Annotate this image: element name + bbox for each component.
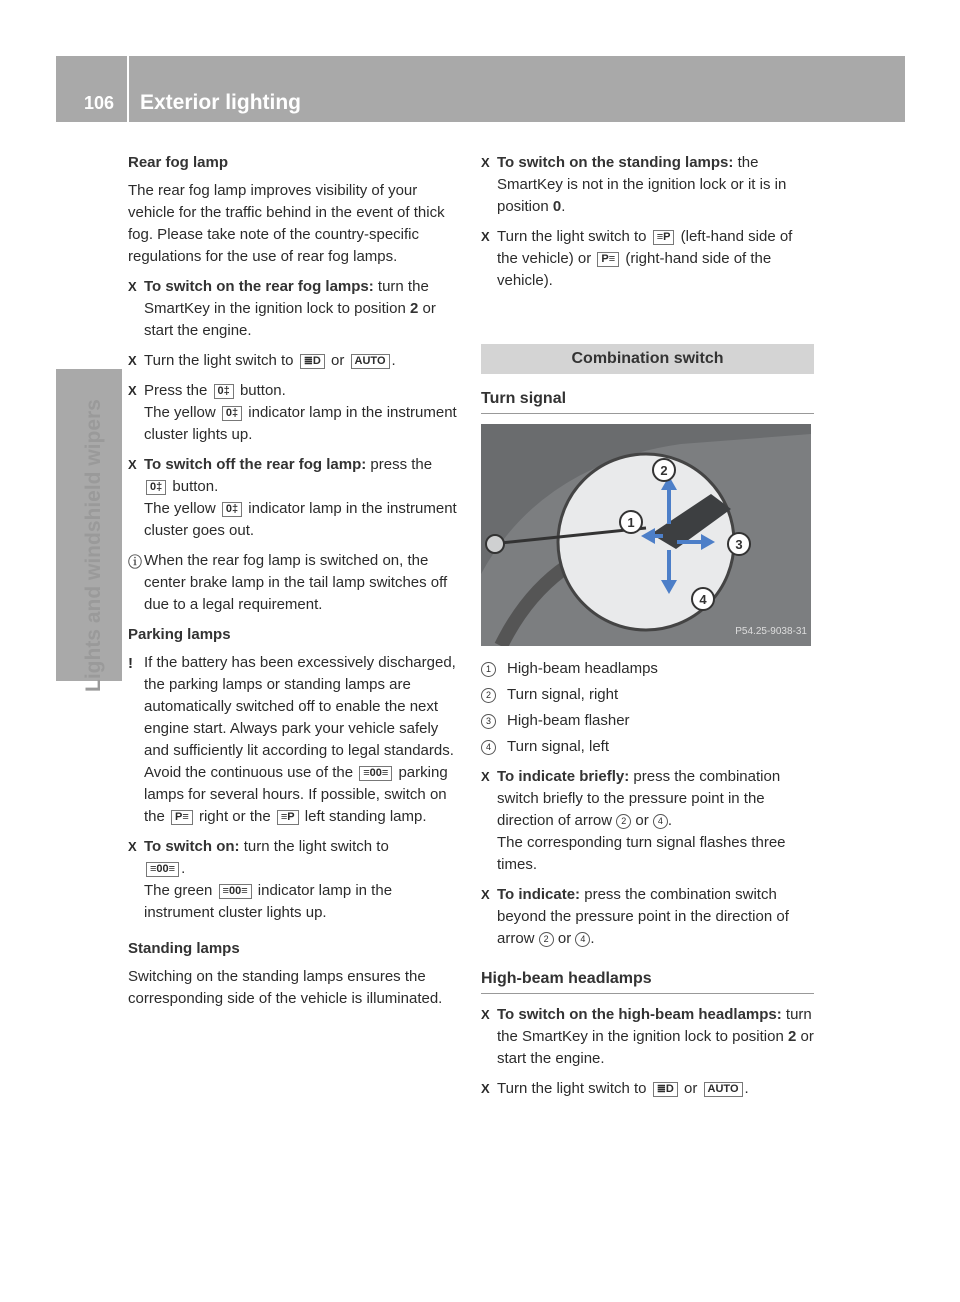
rear-fog-icon: 0‡: [214, 384, 234, 399]
standing-heading: Standing lamps: [128, 940, 240, 957]
arrow-bullet-icon: X: [481, 887, 490, 902]
auto-light-icon: AUTO: [351, 354, 390, 369]
standing-lamp-left-icon: ≡P: [653, 230, 675, 245]
step-press-fog-button: X Press the 0‡ button. The yellow 0‡ indicator lamp in the instrument cluster lights up.: [128, 382, 457, 443]
page-header: [56, 56, 905, 122]
low-beam-icon: ≣D: [653, 1082, 678, 1097]
parking-heading: Parking lamps: [128, 626, 231, 643]
rear-fog-icon: 0‡: [222, 406, 242, 421]
warning-icon: !: [128, 655, 133, 672]
warning-note: ! If the battery has been excessively discharged, the parking lamps or standing lamps are automatically switched off to enable the next engine start. Always park your vehicle safely and sufficiently lit according to legal standards. Avoid the continuous use of the ≡00≡ parking lamps for several hours. If possible, switch on the P≡ right or the ≡P left standing lamp.: [128, 654, 456, 825]
rear-fog-icon: 0‡: [222, 502, 242, 517]
standing-lamp-left-icon: ≡P: [277, 810, 299, 825]
rear-fog-icon: 0‡: [146, 480, 166, 495]
info-icon: ⓘ: [128, 554, 142, 570]
low-beam-icon: ≣D: [300, 354, 325, 369]
rear-fog-intro: The rear fog lamp improves visibility of your vehicle for the traffic behind in the event of thick fog. Please take note of the country-specific regulations for the use of rear fog lamps.: [128, 182, 445, 265]
arrow-bullet-icon: X: [128, 383, 137, 398]
arrow-bullet-icon: X: [128, 839, 137, 854]
callout-2: 2: [660, 463, 668, 478]
combination-switch-band: Combination switch: [481, 344, 814, 374]
section-title: Exterior lighting: [140, 91, 302, 114]
step-high-beam-switch: X Turn the light switch to ≣D or AUTO .: [481, 1078, 814, 1100]
step-indicate-briefly: X To indicate briefly: press the combination switch briefly to the pressure point in the direction of arrow 2 or 4 . The corresponding turn signal flashes three times.: [481, 768, 786, 873]
arrow-bullet-icon: X: [128, 457, 137, 472]
step-rear-fog-on: X To switch on the rear fog lamps: turn the SmartKey in the ignition lock to position 2 or start the engine.: [128, 278, 436, 339]
left-column: [128, 152, 463, 1018]
legend-item: 1 High-beam headlamps: [481, 658, 814, 680]
arrow-bullet-icon: X: [128, 279, 137, 294]
turn-signal-heading: Turn signal: [481, 388, 814, 414]
legend-item: 4 Turn signal, left: [481, 736, 814, 758]
step-light-switch: X Turn the light switch to ≣D or AUTO .: [128, 350, 463, 372]
info-note: ⓘ When the rear fog lamp is switched on, the center brake lamp in the tail lamp switches off due to a legal requirement.: [128, 552, 448, 613]
step-standing-on: X To switch on the standing lamps: the SmartKey is not in the ignition lock or it is in position 0.: [481, 154, 787, 215]
legend-item: 2 Turn signal, right: [481, 684, 814, 706]
step-indicate: X To indicate: press the combination switch beyond the pressure point in the direction of arrow 2 or 4 .: [481, 886, 789, 947]
callout-3: 3: [735, 537, 743, 552]
standing-lamp-right-icon: P≡: [171, 810, 193, 825]
header-divider: [127, 56, 129, 122]
arrow-bullet-icon: X: [481, 1081, 490, 1096]
combination-switch-illustration: [481, 424, 811, 646]
step-rear-fog-off: X To switch off the rear fog lamp: press the 0‡ button. The yellow 0‡ indicator lamp in the instrument cluster goes out.: [128, 456, 457, 539]
page-number: 106: [84, 93, 115, 113]
combination-switch-figure: [481, 424, 811, 646]
parking-lamp-icon: ≡00≡: [219, 884, 252, 899]
callout-1: 1: [627, 515, 635, 530]
step-parking-on: X To switch on: turn the light switch to ≡00≡ . The green ≡00≡ indicator lamp in the instrument cluster lights up.: [128, 838, 393, 921]
standing-text: Switching on the standing lamps ensures the corresponding side of the vehicle is illuminated.: [128, 968, 443, 1007]
parking-lamp-icon: ≡00≡: [359, 766, 392, 781]
right-column: [481, 152, 814, 1108]
arrow-bullet-icon: X: [481, 769, 490, 784]
high-beam-heading: High-beam headlamps: [481, 968, 814, 994]
legend-item: 3 High-beam flasher: [481, 710, 814, 732]
rear-fog-heading: Rear fog lamp: [128, 154, 229, 171]
standing-lamp-right-icon: P≡: [597, 252, 619, 267]
step-standing-switch: X Turn the light switch to ≡P (left-hand side of the vehicle) or P≡ (right-hand side of the vehicle).: [481, 228, 793, 289]
figure-legend: [481, 658, 814, 758]
parking-lamp-icon: ≡00≡: [146, 862, 179, 877]
step-high-beam-on: X To switch on the high-beam headlamps: turn the SmartKey in the ignition lock to position 2 or start the engine.: [481, 1006, 814, 1067]
arrow-bullet-icon: X: [481, 155, 490, 170]
arrow-bullet-icon: X: [128, 353, 137, 368]
arrow-bullet-icon: X: [481, 1007, 490, 1022]
figure-code: P54.25-9038-31: [735, 626, 807, 637]
arrow-bullet-icon: X: [481, 229, 490, 244]
auto-light-icon: AUTO: [704, 1082, 743, 1097]
callout-4: 4: [699, 592, 707, 607]
chapter-title: Lights and windshield wipers: [82, 399, 105, 692]
